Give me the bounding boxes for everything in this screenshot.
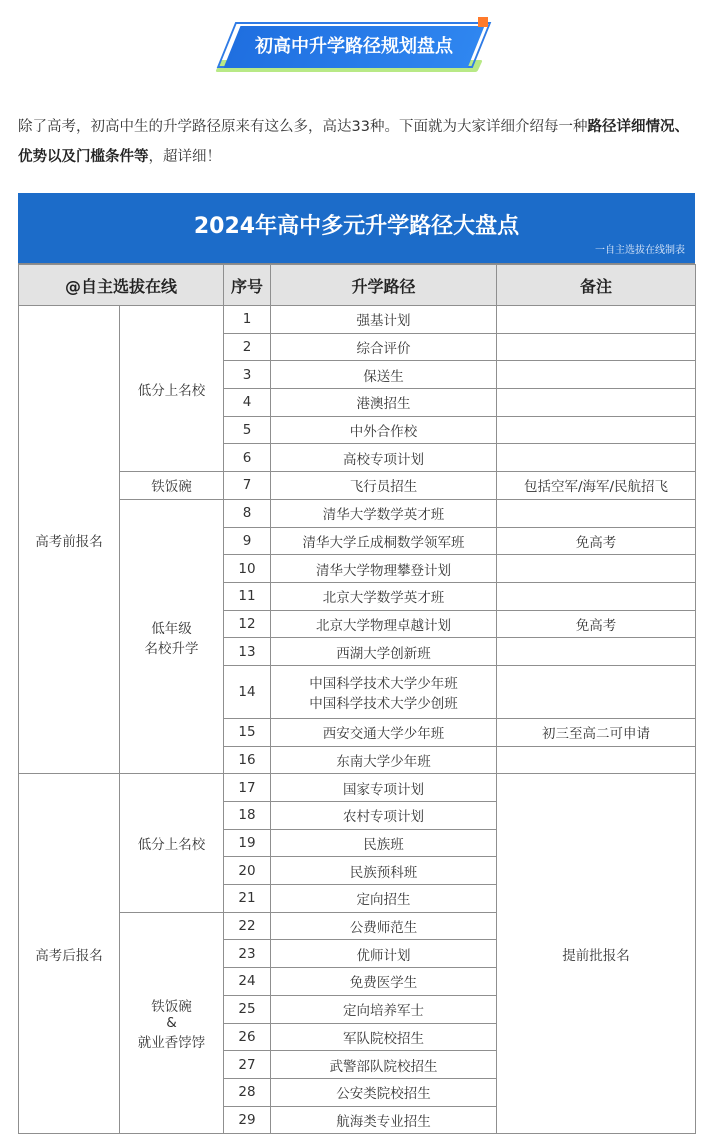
row-path: 清华大学数学英才班 [271, 499, 497, 527]
row-number: 14 [224, 665, 271, 718]
row-number: 28 [224, 1078, 271, 1106]
row-path: 公安类院校招生 [271, 1078, 497, 1106]
intro-text-end: ，超详细！ [148, 149, 221, 165]
row-note-early-batch: 提前批报名 [497, 774, 696, 1134]
row-path: 国家专项计划 [271, 774, 497, 802]
row-number: 20 [224, 857, 271, 885]
row-note: 免高考 [497, 527, 696, 555]
table-title-bar [18, 193, 695, 264]
row-path: 中外合作校 [271, 416, 497, 444]
row-path: 公费师范生 [271, 912, 497, 940]
subgroup-iron-job [120, 912, 224, 1134]
table-credit: 一自主选拔在线制表 [595, 245, 685, 256]
row-path: 北京大学物理卓越计划 [271, 610, 497, 638]
row-path: 北京大学数学英才班 [271, 582, 497, 610]
table-row [19, 472, 696, 500]
row-path: 航海类专业招生 [271, 1106, 497, 1134]
row-number: 11 [224, 582, 271, 610]
row-number: 1 [224, 306, 271, 334]
row-number: 6 [224, 444, 271, 472]
row-path: 武警部队院校招生 [271, 1051, 497, 1079]
row-path: 飞行员招生 [271, 472, 497, 500]
subgroup-low-grade [120, 499, 224, 774]
row-path: 定向培养军士 [271, 995, 497, 1023]
banner-orange-square [478, 17, 488, 27]
column-header-number: 序号 [224, 265, 271, 306]
row-number: 18 [224, 802, 271, 830]
row-note [497, 499, 696, 527]
row-number: 17 [224, 774, 271, 802]
row-number: 27 [224, 1051, 271, 1079]
table-title: 2024年高中多元升学路径大盘点 [193, 214, 520, 239]
row-number: 19 [224, 829, 271, 857]
row-note [497, 333, 696, 361]
group-pre-exam: 高考前报名 [19, 306, 120, 774]
row-number: 7 [224, 472, 271, 500]
row-path [271, 665, 497, 718]
row-path: 港澳招生 [271, 389, 497, 417]
row-note [497, 555, 696, 583]
row-number: 29 [224, 1106, 271, 1134]
row-number: 8 [224, 499, 271, 527]
row-path-line2: 中国科学技术大学少创班 [309, 695, 458, 712]
column-header-source: @自主选拔在线 [19, 265, 224, 306]
intro-paragraph [18, 112, 702, 172]
row-number: 13 [224, 638, 271, 666]
intro-bold-text: 路径详细情况、优势以及门槛条件等 [18, 119, 689, 165]
row-number: 21 [224, 885, 271, 913]
row-note: 免高考 [497, 610, 696, 638]
row-path: 优师计划 [271, 940, 497, 968]
row-number: 10 [224, 555, 271, 583]
pathway-table [18, 264, 696, 1134]
row-path: 清华大学丘成桐数学领军班 [271, 527, 497, 555]
row-number: 23 [224, 940, 271, 968]
row-note: 初三至高二可申请 [497, 718, 696, 746]
banner-title: 初高中升学路径规划盘点 [255, 36, 453, 57]
subgroup-low-grade-line1: 低年级 [151, 620, 192, 637]
row-number: 12 [224, 610, 271, 638]
row-path: 强基计划 [271, 306, 497, 334]
table-row [19, 499, 696, 527]
table-row [19, 774, 696, 802]
row-number: 15 [224, 718, 271, 746]
column-header-path: 升学路径 [271, 265, 497, 306]
subgroup-iron-bowl: 铁饭碗 [120, 472, 224, 500]
row-path: 民族预科班 [271, 857, 497, 885]
row-path: 西安交通大学少年班 [271, 718, 497, 746]
row-note [497, 665, 696, 718]
row-path: 农村专项计划 [271, 802, 497, 830]
section-banner [212, 16, 490, 76]
row-path: 高校专项计划 [271, 444, 497, 472]
row-note [497, 746, 696, 774]
row-path: 定向招生 [271, 885, 497, 913]
row-number: 5 [224, 416, 271, 444]
row-path: 东南大学少年班 [271, 746, 497, 774]
column-header-note: 备注 [497, 265, 696, 306]
row-number: 24 [224, 968, 271, 996]
group-post-exam: 高考后报名 [19, 774, 120, 1134]
row-note [497, 361, 696, 389]
table-header-row [19, 265, 696, 306]
row-path: 综合评价 [271, 333, 497, 361]
subgroup-iron-job-line2: & [166, 1015, 177, 1031]
row-path: 免费医学生 [271, 968, 497, 996]
row-note [497, 306, 696, 334]
row-path: 清华大学物理攀登计划 [271, 555, 497, 583]
row-note [497, 389, 696, 417]
row-number: 22 [224, 912, 271, 940]
subgroup-iron-job-line3: 就业香饽饽 [137, 1035, 206, 1051]
row-note [497, 582, 696, 610]
subgroup-low-grade-line2: 名校升学 [144, 640, 199, 657]
row-path: 西湖大学创新班 [271, 638, 497, 666]
row-number: 2 [224, 333, 271, 361]
row-note [497, 444, 696, 472]
row-number: 16 [224, 746, 271, 774]
row-number: 9 [224, 527, 271, 555]
pathway-table-image [18, 193, 695, 1134]
row-number: 3 [224, 361, 271, 389]
intro-text-start: 除了高考，初高中生的升学路径原来有这么多，高达33种。下面就为大家详细介绍每一种 [18, 119, 588, 135]
row-path-line1: 中国科学技术大学少年班 [309, 675, 458, 692]
row-note: 包括空军/海军/民航招飞 [497, 472, 696, 500]
table-row [19, 306, 696, 334]
row-path: 军队院校招生 [271, 1023, 497, 1051]
subgroup-low-score-1: 低分上名校 [120, 306, 224, 472]
row-note [497, 638, 696, 666]
row-note [497, 416, 696, 444]
row-path: 民族班 [271, 829, 497, 857]
row-number: 25 [224, 995, 271, 1023]
subgroup-low-score-2: 低分上名校 [120, 774, 224, 912]
subgroup-iron-job-line1: 铁饭碗 [151, 999, 192, 1015]
row-number: 26 [224, 1023, 271, 1051]
row-path: 保送生 [271, 361, 497, 389]
row-number: 4 [224, 389, 271, 417]
